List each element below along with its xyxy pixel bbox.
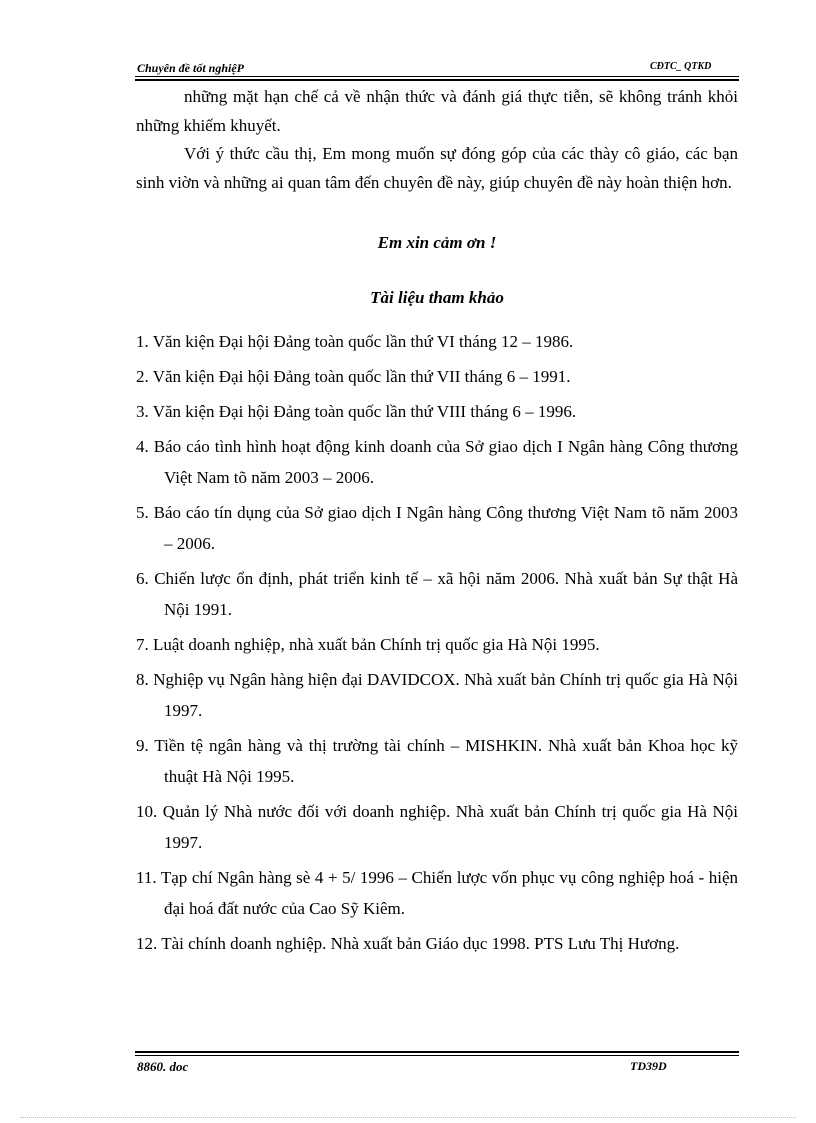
header-code: CĐTC_ QTKD <box>650 61 712 72</box>
footer-rule-thick <box>135 1051 739 1053</box>
paragraph-2: Với ý thức cầu thị, Em mong muốn sự đóng góp của các thày cô giáo, các bạn sinh viờn và những ai quan tâm đến chuyên đề này, giúp chuyên đề này hoàn thiện hơn. <box>136 144 738 192</box>
reference-item: 5. Báo cáo tín dụng của Sở giao dịch I Ngân hàng Công thương Việt Nam tõ năm 2003 – 2006. <box>136 503 738 553</box>
page-edge <box>20 1117 796 1118</box>
footer-filename: 8860. doc <box>137 1059 189 1074</box>
reference-item: 1. Văn kiện Đại hội Đảng toàn quốc lần thứ VI tháng 12 – 1986. <box>136 332 574 351</box>
reference-item: 9. Tiền tệ ngân hàng và thị trường tài chính – MISHKIN. Nhà xuất bản Khoa học kỹ thuật Hà Nội 1995. <box>136 736 738 786</box>
footer-rule <box>135 1055 739 1056</box>
footer-code: TD39D <box>630 1059 667 1073</box>
header-rule <box>135 76 739 77</box>
reference-item: 7. Luật doanh nghiệp, nhà xuất bản Chính trị quốc gia Hà Nội 1995. <box>136 635 600 654</box>
reference-item: 6. Chiến lược ổn định, phát triển kinh tế – xã hội năm 2006. Nhà xuất bản Sự thật Hà Nội 1991. <box>136 569 738 619</box>
reference-item: 2. Văn kiện Đại hội Đảng toàn quốc lần thứ VII tháng 6 – 1991. <box>136 367 571 386</box>
page-header <box>135 58 739 78</box>
references-list <box>136 326 738 959</box>
page-body <box>136 83 738 963</box>
reference-item: 8. Nghiệp vụ Ngân hàng hiện đại DAVIDCOX. Nhà xuất bản Chính trị quốc gia Hà Nội 1997. <box>136 670 738 720</box>
reference-item: 11. Tạp chí Ngân hàng sè 4 + 5/ 1996 – Chiến lược vốn phục vụ công nghiệp hoá - hiện đại hoá đất nước của Cao Sỹ Kiêm. <box>136 868 738 918</box>
reference-item: 10. Quản lý Nhà nước đối với doanh nghiệp. Nhà xuất bản Chính trị quốc gia Hà Nội 1997. <box>136 802 738 852</box>
header-title: Chuyên đề tốt nghiệP <box>137 61 245 75</box>
reference-item: 4. Báo cáo tình hình hoạt động kinh doanh của Sở giao dịch I Ngân hàng Công thương Việt Nam tõ năm 2003 – 2006. <box>136 437 738 487</box>
thanks-heading: Em xin cảm ơn ! <box>377 233 497 252</box>
paragraph-1: những mặt hạn chế cả về nhận thức và đánh giá thực tiễn, sẽ không tránh khỏi những khiếm khuyết. <box>136 87 738 135</box>
reference-item: 12. Tài chính doanh nghiệp. Nhà xuất bản Giáo dục 1998. PTS Lưu Thị Hương. <box>136 934 680 953</box>
header-rule-thick <box>135 79 739 81</box>
page-footer <box>135 1059 739 1077</box>
reference-item: 3. Văn kiện Đại hội Đảng toàn quốc lần thứ VIII tháng 6 – 1996. <box>136 402 577 421</box>
references-heading: Tài liệu tham khảo <box>370 287 504 307</box>
